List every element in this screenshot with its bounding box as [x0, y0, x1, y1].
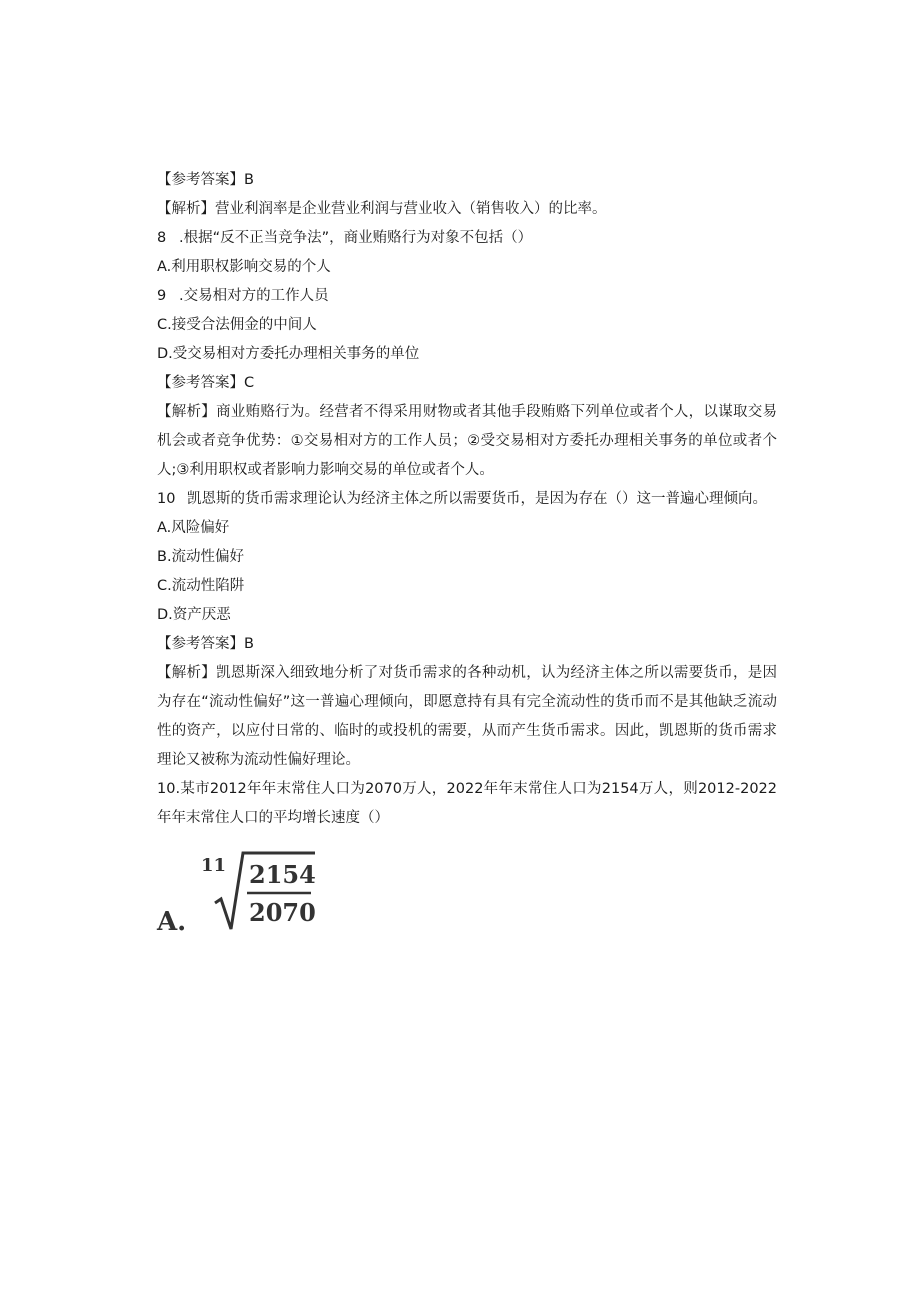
answer-label-8: 【参考答案】C — [157, 375, 255, 391]
q8-option-a: A.利用职权影响交易的个人 — [157, 259, 331, 275]
question-8-number: 8 — [157, 230, 167, 246]
question-10-number: 10 — [157, 491, 176, 507]
q8-option-b-text: .交易相对方的工作人员 — [179, 288, 329, 304]
root-index: 11 — [201, 855, 227, 876]
q10-option-c: C.流动性陷阱 — [157, 578, 245, 594]
fraction-numerator: 2154 — [249, 860, 316, 889]
question-10 — [157, 485, 777, 514]
q8-option-c: C.接受合法佣金的中间人 — [157, 317, 317, 333]
formula-option-a — [157, 841, 777, 951]
analysis-10: 【解析】凯恩斯深入细致地分析了对货币需求的各种动机，认为经济主体之所以需要货币，是因为存在“流动性偏好”这一普遍心理倾向，即愿意持有具有完全流动性的货币而不是其他缺乏流动性的资产，以应付日常的、临时的或投机的需要，从而产生货币需求。因此，凯恩斯的货币需求理论又被称为流动性偏好理论。 — [157, 665, 777, 768]
q10-option-d: D.资产厌恶 — [157, 607, 231, 623]
q8-option-b — [157, 282, 777, 311]
question-10-text: 凯恩斯的货币需求理论认为经济主体之所以需要货币，是因为存在（）这一普遍心理倾向。 — [187, 491, 767, 507]
q10-option-a: A.风险偏好 — [157, 520, 230, 536]
q8-option-b-number: 9 — [157, 288, 167, 304]
question-8 — [157, 224, 777, 253]
q10-option-b: B.流动性偏好 — [157, 549, 245, 565]
question-11: 10.某市2012年年末常住人口为2070万人，2022年年末常住人口为2154万人，则2012-2022年年末常住人口的平均增长速度（） — [157, 781, 777, 826]
document-content — [157, 166, 777, 951]
fraction-denominator: 2070 — [249, 898, 316, 927]
analysis-7: 【解析】营业利润率是企业营业利润与营业收入（销售收入）的比率。 — [157, 201, 607, 217]
radical-fraction-image — [197, 841, 317, 941]
formula-option-label: A. — [157, 907, 187, 937]
question-8-text: .根据“反不正当竞争法”，商业贿赂行为对象不包括（） — [179, 230, 533, 246]
answer-label-7: 【参考答案】B — [157, 172, 254, 188]
answer-label-10: 【参考答案】B — [157, 636, 254, 652]
analysis-8: 【解析】商业贿赂行为。经营者不得采用财物或者其他手段贿赂下列单位或者个人，以谋取交易机会或者竞争优势：①交易相对方的工作人员；②受交易相对方委托办理相关事务的单位或者个人;③利用职权或者影响力影响交易的单位或者个人。 — [157, 404, 777, 478]
q8-option-d: D.受交易相对方委托办理相关事务的单位 — [157, 346, 420, 362]
